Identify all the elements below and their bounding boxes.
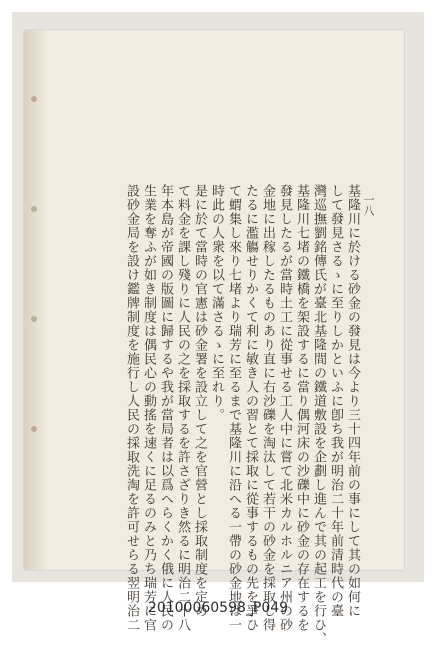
text-column: 金地に出稼したるものあり直に右沙礫を淘汰して若干の砂金を採取し得 xyxy=(260,184,275,632)
text-column: して發見さるゝに至りしかといふに卽ち我が明治二十年前清時代の臺 xyxy=(328,184,343,618)
page-spine xyxy=(24,30,46,570)
text-column: 設砂金局を設け鑑牌制度を施行し人民の採取洗淘を許可せらる翌明治二 xyxy=(124,184,139,632)
text-column: 發見したるが當時土工に從事せる工人中に嘗て北米カルホルニア州の砂 xyxy=(277,184,292,632)
text-column: て料金を課し殘りに人民の之を採取するを許さざりき然るに明治二十八 xyxy=(175,184,190,632)
text-column: 基隆川に於ける砂金の發見は今より三十四年前の事にして其の如何に xyxy=(345,184,360,618)
binding-hole xyxy=(31,206,37,212)
binding-hole xyxy=(31,96,37,102)
binding-hole xyxy=(31,426,37,432)
binding-hole xyxy=(31,316,37,322)
text-column: 年本島が帝國の版圖に歸するや我が當局者は以爲へらくかく俄に人民の xyxy=(158,184,173,632)
text-column: 生業を奪ふが如き制度は偶民心の動搖を速くに足るのみと乃ち瑞芳に官 xyxy=(141,184,156,632)
page-number: 一八 xyxy=(362,194,375,216)
image-caption: 20100060598_P049 xyxy=(147,600,289,616)
text-column: 是に於て當時の官憲は砂金署を設立して之を官營とし採取制度を定め xyxy=(192,184,207,618)
text-column: て蝟集し來り七堵より瑞芳に至るまで基隆川に沿へる一帶の砂金地は一 xyxy=(226,184,241,632)
text-column: 灣巡撫劉銘傳氏が臺北基隆間の鐵道敷設を企劃し進んで其の起工を行ひ、 xyxy=(311,184,326,646)
text-column: 時此の人衆を以て滿さるゝに至れり。 xyxy=(209,184,224,422)
text-column: 基隆川七堵の鐵橋を架設するに當り偶河床の沙礫中に砂金の存在するを xyxy=(294,184,309,632)
text-column: たるに濫觴せりかくて利に敏き人の習とて採取に從事するもの先を爭ひ xyxy=(243,184,258,632)
